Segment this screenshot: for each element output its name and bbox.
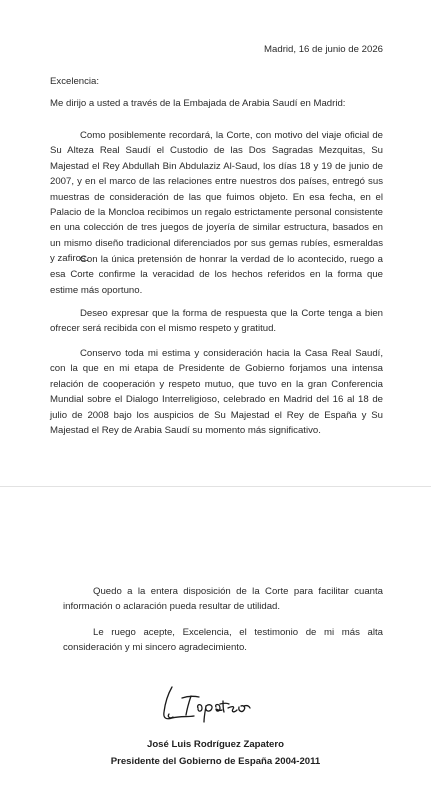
letter-date: Madrid, 16 de junio de 2026 <box>264 44 383 55</box>
paragraph-request-text: Con la única pretensión de honrar la verdad de lo acontecido, ruego a esa Corte confirme la veracidad de los hechos referidos en la forma que estime más oportuno. <box>50 254 383 296</box>
paragraph-farewell-text: Le ruego acepte, Excelencia, el testimonio de mi más alta consideración y mi sincero agradecimiento. <box>63 627 383 654</box>
paragraph-esteem-text: Conservo toda mi estima y consideración hacia la Casa Real Saudí, con la que en mi etapa de Presidente de Gobierno forjamos una intensa relación de cooperación y respeto mutuo, que tuvo en la gran Conferencia Mundial sobre el Dialogo Interreligioso, celebrado en Madrid del 16 al 18 de julio de 2008 bajo los auspicios de Su Majestad el Rey de España y Su Majestad el Rey de Arabia Saudí su momento más significativo. <box>50 348 383 437</box>
paragraph-response-text: Deseo expresar que la forma de respuesta que la Corte tenga a bien ofrecer será recibida con el mismo respeto y gratitud. <box>50 308 383 335</box>
paragraph-gift <box>50 128 383 267</box>
letter-intro: Me dirijo a usted a través de la Embajada de Arabia Saudí en Madrid: <box>50 98 346 109</box>
paragraph-gift-text: Como posiblemente recordará, la Corte, con motivo del viaje oficial de Su Alteza Real Saudí el Custodio de las Dos Sagradas Mezquitas, Su Majestad el Rey Abdullah Bin Abdulaziz Al-Saud, los días 18 y 19 de junio de 2007, y en el marco de las relaciones entre nuestros dos países, entregó sus muestras de consideración de las que fuimos objeto. En esa fecha, en el Palacio de la Moncloa recibimos un regalo estrictamente personal consistente en una colección de tres juegos de joyería de similar estructura, basados en un mismo diseño tradicional diferenciados por sus gemas rubíes, esmeraldas y zafiros. <box>50 130 383 265</box>
paragraph-esteem <box>50 346 383 438</box>
paragraph-request <box>50 252 383 298</box>
signer-title: Presidente del Gobierno de España 2004-2011 <box>110 756 321 767</box>
paragraph-farewell <box>63 625 383 656</box>
paragraph-response <box>50 306 383 337</box>
paragraph-disposition <box>63 584 383 615</box>
paragraph-disposition-text: Quedo a la entera disposición de la Corte para facilitar cuanta información o aclaración pueda resultar de utilidad. <box>63 586 383 613</box>
page-break-divider <box>0 486 431 487</box>
signature-icon <box>158 684 254 724</box>
letter-greeting: Excelencia: <box>50 76 100 87</box>
signer-name: José Luis Rodríguez Zapatero <box>146 739 284 750</box>
